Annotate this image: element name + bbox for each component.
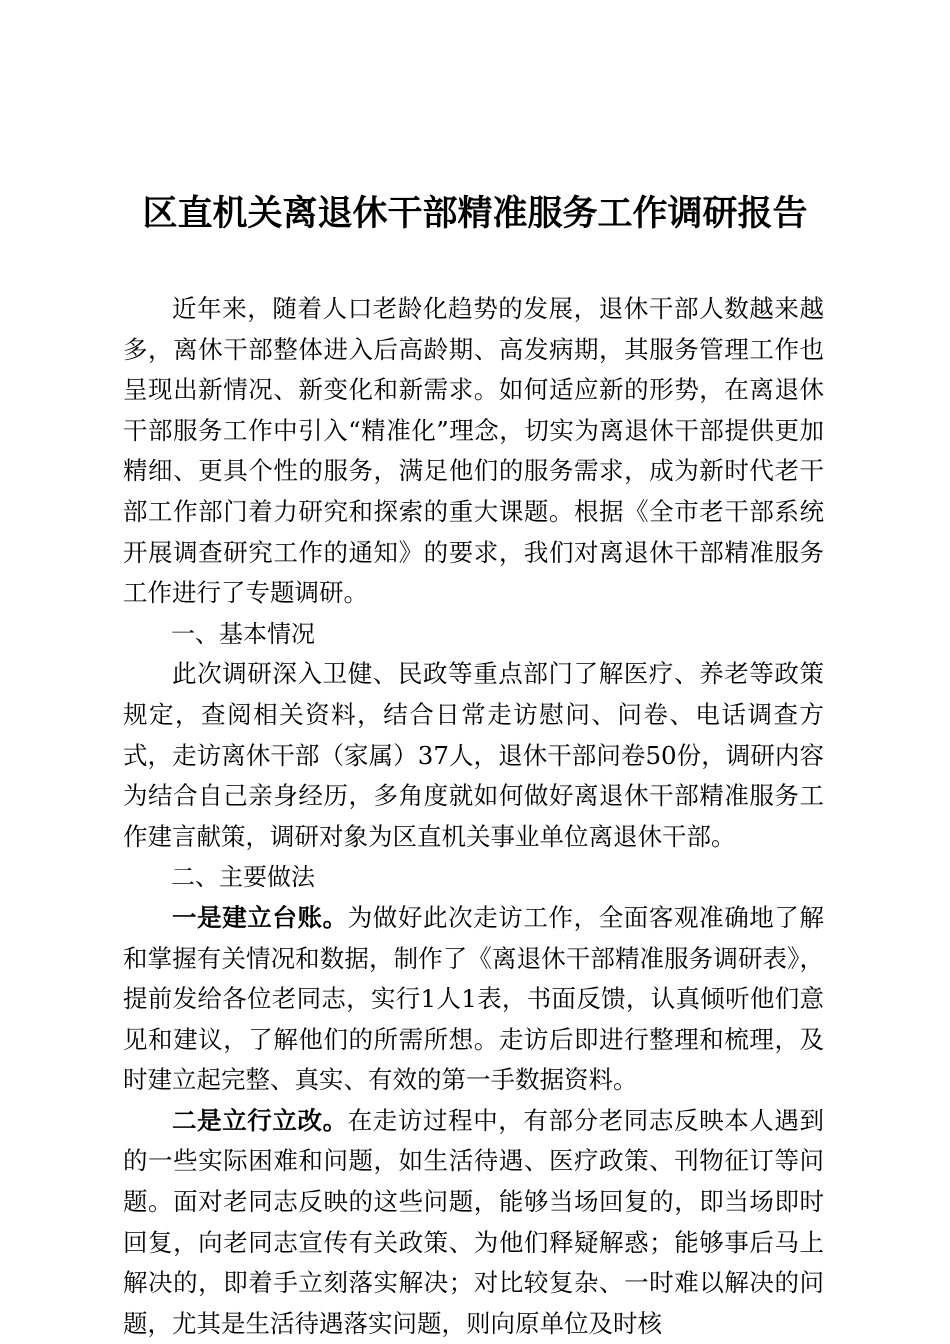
- document-body: [123, 289, 824, 1344]
- basic-situation-paragraph: 此次调研深入卫健、民政等重点部门了解医疗、养老等政策规定，查阅相关资料，结合日常走访慰问、问卷、电话调查方式，走访离休干部（家属）37人，退休干部问卷50份，调研内容为结合自己亲身经历，多角度就如何做好离退休干部精准服务工作建言献策，调研对象为区直机关事业单位离退休干部。: [123, 659, 824, 851]
- practice-item-2-text: 在走访过程中，有部分老同志反映本人遇到的一些实际困难和问题，如生活待遇、医疗政策、刊物征订等问题。面对老同志反映的这些问题，能够当场回复的，即当场即时回复，向老同志宣传有关政策、为他们释疑解惑；能够事后马上解决的，即着手立刻落实解决；对比较复杂、一时难以解决的问题，尤其是生活待遇落实问题，则向原单位及时核: [123, 1105, 825, 1338]
- practice-item-2: [123, 1101, 824, 1344]
- practice-item-1-lead: 一是建立台账。: [172, 902, 348, 932]
- practice-item-1-text: 为做好此次走访工作，全面客观准确地了解和掌握有关情况和数据，制作了《离退休干部精准服务调研表》，提前发给各位老同志，实行1人1表，书面反馈，认真倾听他们意见和建议，了解他们的所需所想。走访后即进行整理和梳理，及时建立起完整、真实、有效的第一手数据资料。: [123, 902, 825, 1095]
- intro-paragraph: 近年来，随着人口老龄化趋势的发展，退休干部人数越来越多，离休干部整体进入后高龄期、高发病期，其服务管理工作也呈现出新情况、新变化和新需求。如何适应新的形势，在离退休干部服务工作中引入“精准化”理念，切实为离退休干部提供更加精细、更具个性的服务，满足他们的服务需求，成为新时代老干部工作部门着力研究和探索的重大课题。根据《全市老干部系统开展调查研究工作的通知》的要求，我们对离退休干部精准服务工作进行了专题调研。: [123, 294, 824, 608]
- section-heading-basic-situation: 一、基本情况: [171, 619, 315, 648]
- section-heading-main-practices: 二、主要做法: [171, 863, 315, 892]
- practice-item-2-lead: 二是立行立改。: [172, 1105, 348, 1135]
- practice-item-1: [123, 898, 824, 1101]
- document-title: 区直机关离退休干部精准服务工作调研报告: [142, 193, 808, 234]
